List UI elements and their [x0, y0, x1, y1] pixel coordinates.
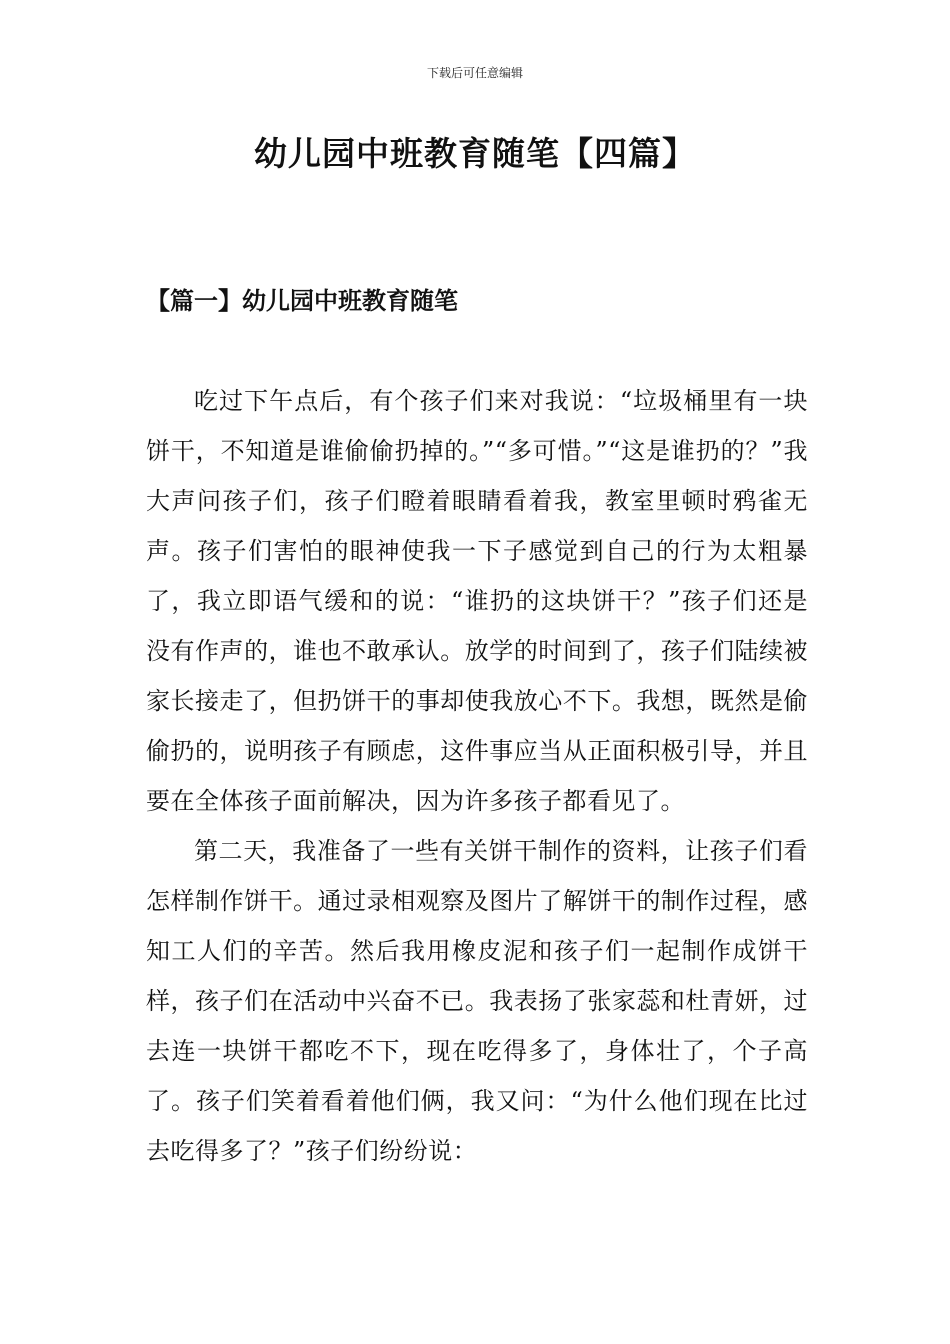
header-note: 下载后可任意编辑: [426, 66, 523, 80]
body-text: [146, 376, 808, 1176]
section-heading: 【篇一】幼儿园中班教育随笔: [146, 286, 458, 315]
paragraph: 吃过下午点后，有个孩子们来对我说：“垃圾桶里有一块饼干，不知道是谁偷偷扔掉的。”“多可惜。”“这是谁扔的？”我大声问孩子们，孩子们瞪着眼睛看着我，教室里顿时鸦雀无声。孩子们害怕的眼神使我一下子感觉到自己的行为太粗暴了，我立即语气缓和的说：“谁扔的这块饼干？”孩子们还是没有作声的，谁也不敢承认。放学的时间到了，孩子们陆续被家长接走了，但扔饼干的事却使我放心不下。我想，既然是偷偷扔的，说明孩子有顾虑，这件事应当从正面积极引导，并且要在全体孩子面前解决，因为许多孩子都看见了。: [146, 387, 808, 815]
document-title: 幼儿园中班教育随笔【四篇】: [254, 134, 696, 173]
paragraph: 第二天，我准备了一些有关饼干制作的资料，让孩子们看怎样制作饼干。通过录相观察及图片了解饼干的制作过程，感知工人们的辛苦。然后我用橡皮泥和孩子们一起制作成饼干样，孩子们在活动中兴奋不已。我表扬了张家蕊和杜青妍，过去连一块饼干都吃不下，现在吃得多了，身体壮了，个子高了。孩子们笑着看着他们俩，我又问：“为什么他们现在比过去吃得多了？”孩子们纷纷说：: [146, 837, 808, 1165]
